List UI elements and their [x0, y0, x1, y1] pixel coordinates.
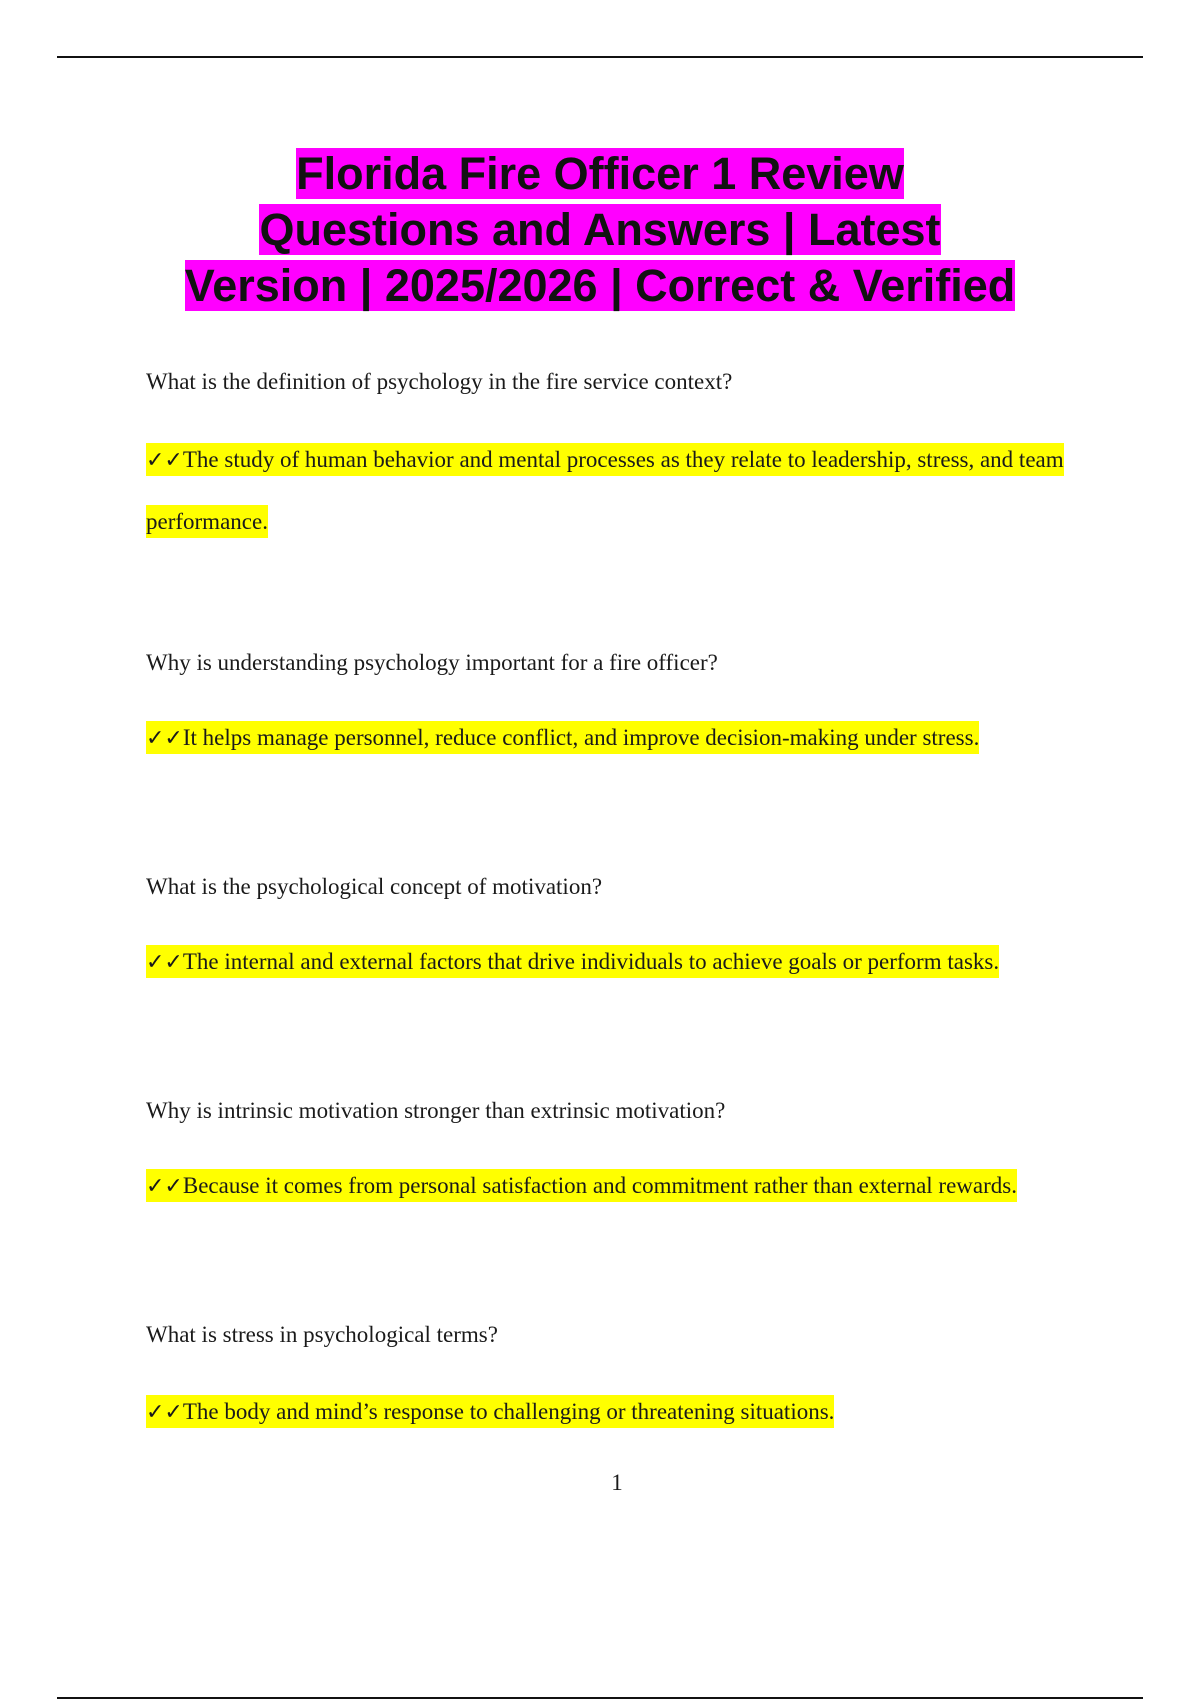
answer-2-text: It helps manage personnel, reduce conflict, and improve decision-making under stress.	[182, 725, 980, 750]
question-4: Why is intrinsic motivation stronger than extrinsic motivation?	[146, 1098, 726, 1123]
answer-4	[146, 1155, 1066, 1217]
answer-2	[146, 707, 1066, 769]
title-line-1: Florida Fire Officer 1 Review	[296, 148, 904, 199]
answer-5-text: The body and mind’s response to challenging or threatening situations.	[182, 1399, 835, 1424]
document-title	[0, 146, 1200, 314]
title-line-3: Version | 2025/2026 | Correct & Verified	[184, 260, 1016, 311]
top-rule	[57, 56, 1143, 58]
question-1: What is the definition of psychology in the fire service context?	[146, 369, 733, 394]
question-2: Why is understanding psychology important for a fire officer?	[146, 650, 718, 675]
check-icon: ✓✓	[146, 448, 183, 473]
answer-4-text: Because it comes from personal satisfaction and commitment rather than external rewards.	[182, 1173, 1017, 1198]
answer-1	[146, 429, 1066, 552]
question-5: What is stress in psychological terms?	[146, 1322, 498, 1347]
answer-5	[146, 1381, 1066, 1443]
check-icon: ✓✓	[146, 950, 183, 975]
check-icon: ✓✓	[146, 1174, 183, 1199]
check-icon: ✓✓	[146, 726, 183, 751]
question-3: What is the psychological concept of motivation?	[146, 874, 603, 899]
title-line-2: Questions and Answers | Latest	[259, 204, 941, 255]
answer-1-text: The study of human behavior and mental processes as they relate to leadership, stress, and team performance.	[146, 447, 1064, 534]
answer-3-text: The internal and external factors that drive individuals to achieve goals or perform tasks.	[182, 949, 1000, 974]
page-number: 1	[611, 1470, 623, 1495]
check-icon: ✓✓	[146, 1400, 183, 1425]
bottom-rule	[57, 1697, 1143, 1699]
answer-3	[146, 931, 1066, 993]
